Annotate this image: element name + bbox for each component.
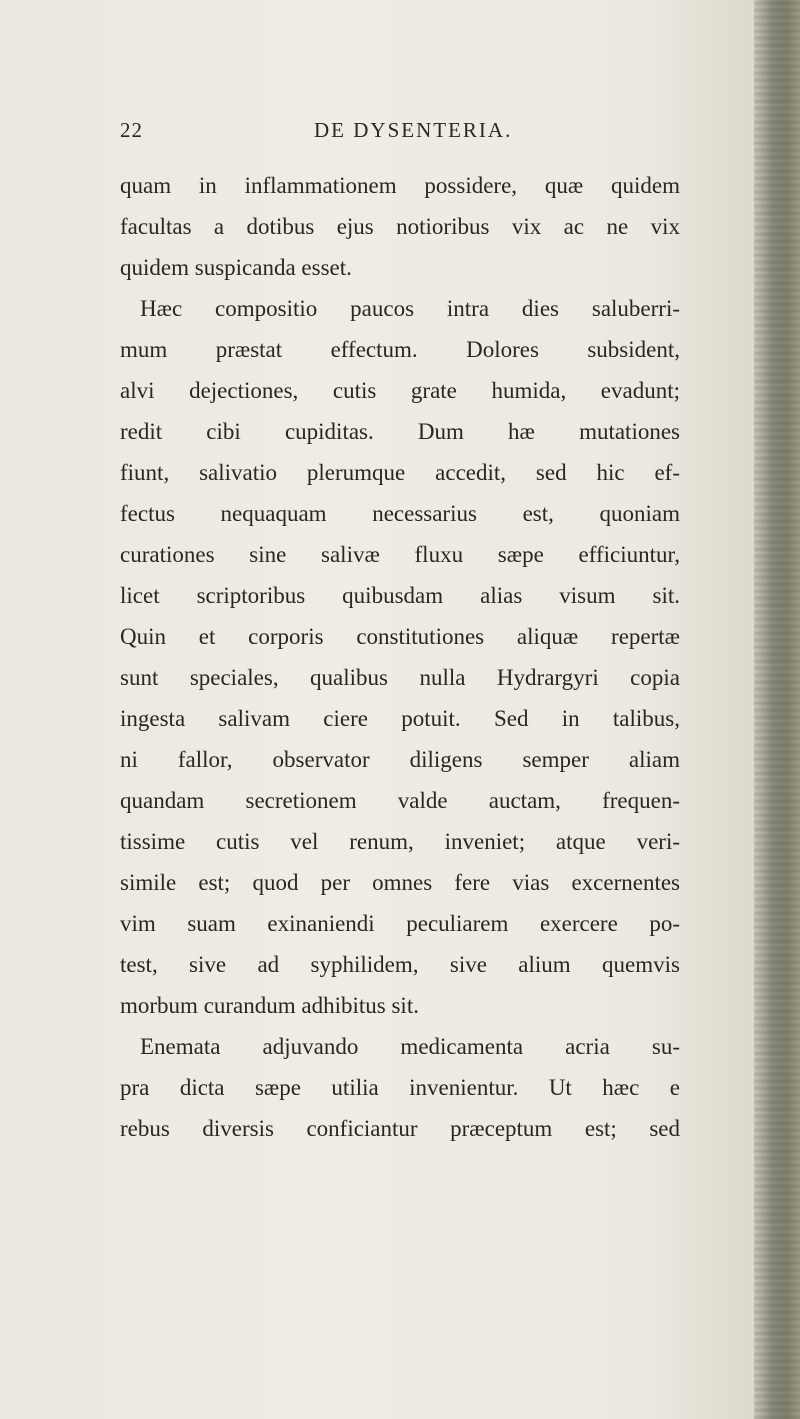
text-line: fectus nequaquam necessarius est, quoniam (120, 501, 680, 526)
text-line: Hæc compositio paucos intra dies saluberri- (140, 296, 680, 321)
text-line: licet scriptoribus quibusdam alias visum sit. (120, 583, 680, 608)
text-line: morbum curandum adhibitus sit. (120, 993, 419, 1018)
text-line: ni fallor, observator diligens semper aliam (120, 747, 680, 772)
text-line: vim suam exinaniendi peculiarem exercere po- (120, 911, 680, 936)
text-line: redit cibi cupiditas. Dum hæ mutationes (120, 419, 680, 444)
text-line: quam in inflammationem possidere, quæ quidem (120, 173, 680, 198)
page-number: 22 (120, 118, 143, 142)
text-line: test, sive ad syphilidem, sive alium quemvis (120, 952, 680, 977)
text-line: quidem suspicanda esset. (120, 255, 352, 280)
page-edge-shadow (754, 0, 800, 1419)
text-line: rebus diversis conficiantur præceptum est; sed (120, 1116, 680, 1141)
body-text (120, 165, 680, 1149)
text-line: ingesta salivam ciere potuit. Sed in talibus, (120, 706, 680, 731)
running-head: DE DYSENTERIA. (314, 118, 513, 142)
text-line: pra dicta sæpe utilia invenientur. Ut hæc e (120, 1075, 680, 1100)
text-line: simile est; quod per omnes fere vias excernentes (120, 870, 680, 895)
text-line: tissime cutis vel renum, inveniet; atque veri- (120, 829, 680, 854)
text-line: Quin et corporis constitutiones aliquæ repertæ (120, 624, 680, 649)
text-line: sunt speciales, qualibus nulla Hydrargyri copia (120, 665, 680, 690)
text-line: fiunt, salivatio plerumque accedit, sed hic ef- (120, 460, 680, 485)
text-line: alvi dejectiones, cutis grate humida, evadunt; (120, 378, 680, 403)
text-line: Enemata adjuvando medicamenta acria su- (140, 1034, 680, 1059)
text-line: facultas a dotibus ejus notioribus vix ac ne vix (120, 214, 680, 239)
text-line: curationes sine salivæ fluxu sæpe efficiuntur, (120, 542, 680, 567)
page-header (120, 118, 680, 148)
text-line: quandam secretionem valde auctam, frequen- (120, 788, 680, 813)
text-line: mum præstat effectum. Dolores subsident, (120, 337, 680, 362)
